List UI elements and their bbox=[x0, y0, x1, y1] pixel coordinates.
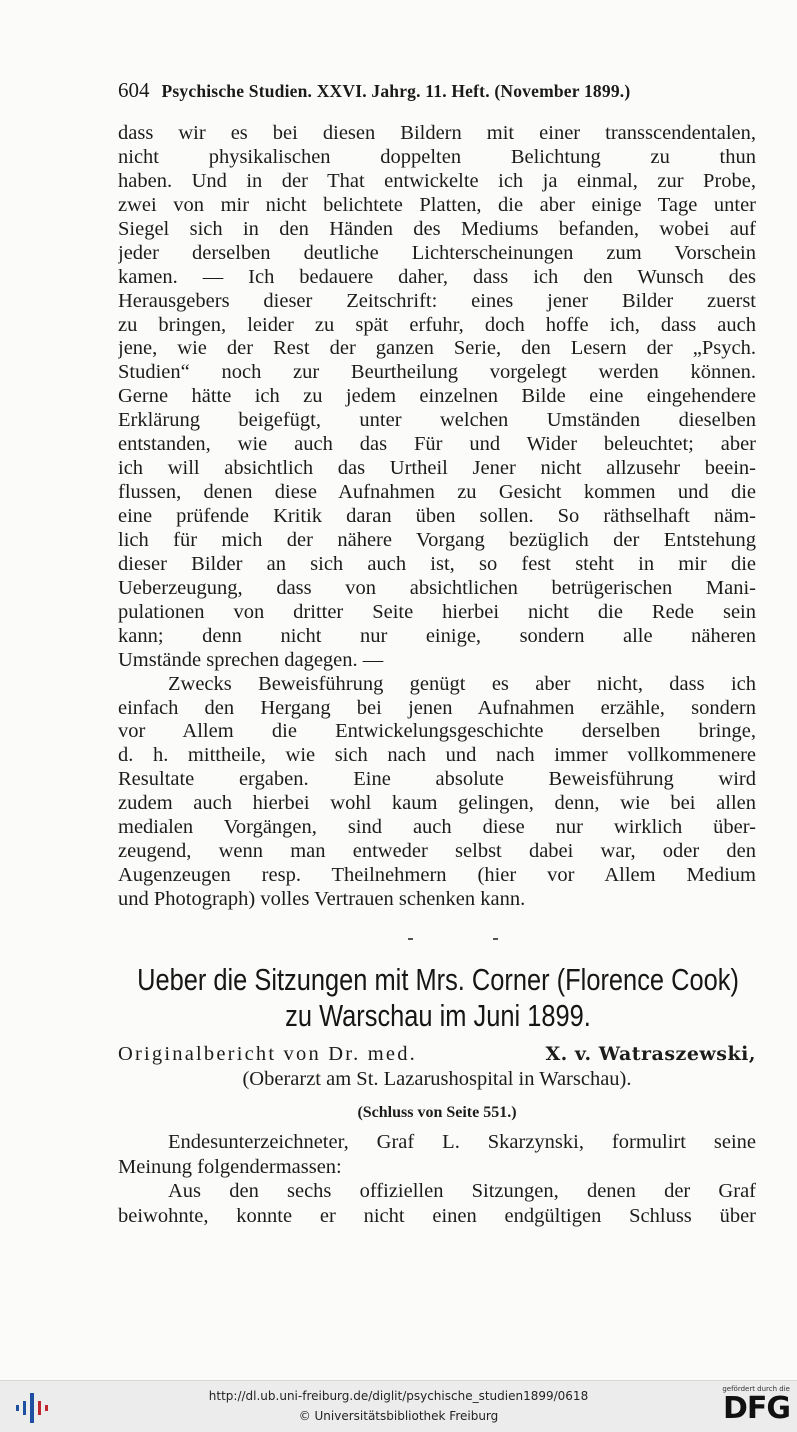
text-line: Erklärung beigefügt, unter welchen Umständen dieselben bbox=[118, 409, 756, 432]
article-title-line-1: Ueber die Sitzungen mit Mrs. Corner (Florence Cook) bbox=[137, 962, 739, 997]
text-line: entstanden, wie auch das Für und Wider beleuchtet; aber bbox=[118, 433, 756, 456]
text-line: Aus den sechs offiziellen Sitzungen, denen der Graf bbox=[168, 1180, 756, 1202]
text-line: Augenzeugen resp. Theilnehmern (hier vor Allem Medium bbox=[118, 864, 756, 887]
text-line: lich für mich der nähere Vorgang bezüglich der Entstehung bbox=[118, 528, 756, 551]
text-line: kann; denn nicht nur einige, sondern alle näheren bbox=[118, 624, 756, 647]
author-affiliation: (Oberarzt am St. Lazarushospital in Warschau). bbox=[242, 1068, 632, 1090]
text-line: Herausgebers dieser Zeitschrift: eines jener Bilder zuerst bbox=[118, 289, 756, 312]
text-line: und Photograph) volles Vertrauen schenken kann. bbox=[118, 888, 526, 910]
text-line: jeder derselben deutliche Lichterscheinungen zum Vorschein bbox=[118, 241, 756, 264]
byline-prefix: Originalbericht von Dr. med. bbox=[118, 1043, 418, 1065]
text-line: Meinung folgendermassen: bbox=[118, 1155, 342, 1178]
dfg-logo bbox=[700, 1385, 790, 1429]
text-line: zudem auch hierbei wohl kaum gelingen, denn, wie bei allen bbox=[118, 792, 756, 815]
text-line: haben. Und in der That entwickelte ich ja einmal, zur Probe, bbox=[118, 169, 756, 192]
text-line: Umstände sprechen dagegen. — bbox=[118, 648, 384, 671]
text-line: Zwecks Beweisführung genügt es aber nicht, dass ich bbox=[168, 672, 756, 695]
text-line: Ueberzeugung, dass von absichtlichen betrügerischen Mani- bbox=[118, 576, 756, 599]
byline-author: X. v. Watraszewski, bbox=[545, 1043, 756, 1065]
text-line: ich will absichtlich das Urtheil Jener nicht allzusehr beein- bbox=[118, 457, 756, 480]
text-line: jene, wie der Rest der ganzen Serie, den Lesern der „Psych. bbox=[118, 337, 756, 360]
running-header bbox=[118, 78, 758, 103]
text-line: Endesunterzeichneter, Graf L. Skarzynski, formulirt seine bbox=[168, 1131, 756, 1153]
text-line: d. h. mittheile, wie sich nach und nach immer vollkommenere bbox=[118, 744, 756, 767]
text-line: kamen. — Ich bedauere daher, dass ich den Wunsch des bbox=[118, 265, 756, 288]
body-text bbox=[118, 122, 756, 912]
text-line: flussen, denen diese Aufnahmen zu Gesicht kommen und die bbox=[118, 481, 756, 504]
text-line: eine prüfende Kritik daran üben sollen. So räthselhaft näm- bbox=[118, 505, 756, 527]
page-number: 604 bbox=[118, 78, 150, 102]
text-line: zwei von mir nicht belichtete Platten, die aber einige Tage unter bbox=[118, 193, 756, 216]
byline bbox=[118, 1042, 756, 1067]
text-line: Resultate ergaben. Eine absolute Beweisführung wird bbox=[118, 768, 756, 791]
page-url-link[interactable]: http://dl.ub.uni-freiburg.de/diglit/psychische_studien1899/0618 bbox=[208, 1389, 589, 1403]
text-line: medialen Vorgängen, sind auch diese nur wirklich über- bbox=[118, 816, 756, 839]
text-line: Siegel sich in den Händen des Mediums befanden, wobei auf bbox=[118, 217, 756, 240]
text-line: nicht physikalischen doppelten Belichtung zu thun bbox=[118, 145, 756, 168]
dfg-logo-text: DFG bbox=[722, 1391, 790, 1426]
text-line: vor Allem die Entwickelungsgeschichte derselben bringe, bbox=[118, 720, 756, 743]
viewer-footer bbox=[0, 1380, 797, 1432]
copyright-text: © Universitätsbibliothek Freiburg bbox=[298, 1409, 499, 1423]
text-line: einfach den Hergang bei jenen Aufnahmen erzähle, sondern bbox=[118, 696, 756, 719]
article-title bbox=[137, 962, 739, 1034]
article-body bbox=[118, 1130, 756, 1228]
journal-header-title: Psychische Studien. XXVI. Jahrg. 11. Heft. (November 1899.) bbox=[161, 81, 631, 101]
text-line: pulationen von dritter Seite hierbei nicht die Rede sein bbox=[118, 600, 756, 623]
section-divider bbox=[408, 936, 498, 942]
article-title-line-2: zu Warschau im Juni 1899. bbox=[285, 998, 591, 1033]
text-line: zeugend, wenn man entweder selbst dabei war, oder den bbox=[118, 840, 756, 863]
text-line: beiwohnte, konnte er nicht einen endgültigen Schluss über bbox=[118, 1204, 756, 1227]
text-line: zu bringen, leider zu spät erfuhr, doch hoffe ich, dass auch bbox=[118, 313, 756, 336]
text-line: dass wir es bei diesen Bildern mit einer transscendentalen, bbox=[118, 122, 756, 144]
text-line: dieser Bilder an sich auch ist, so fest steht in mir die bbox=[118, 552, 756, 575]
sponsor-label: gefördert durch die bbox=[722, 1385, 790, 1393]
continuation-note: (Schluss von Seite 551.) bbox=[357, 1104, 517, 1121]
text-line: Studien“ noch zur Beurtheilung vorgelegt werden können. bbox=[118, 361, 756, 384]
text-line: Gerne hätte ich zu jedem einzelnen Bilde eine eingehendere bbox=[118, 385, 756, 408]
